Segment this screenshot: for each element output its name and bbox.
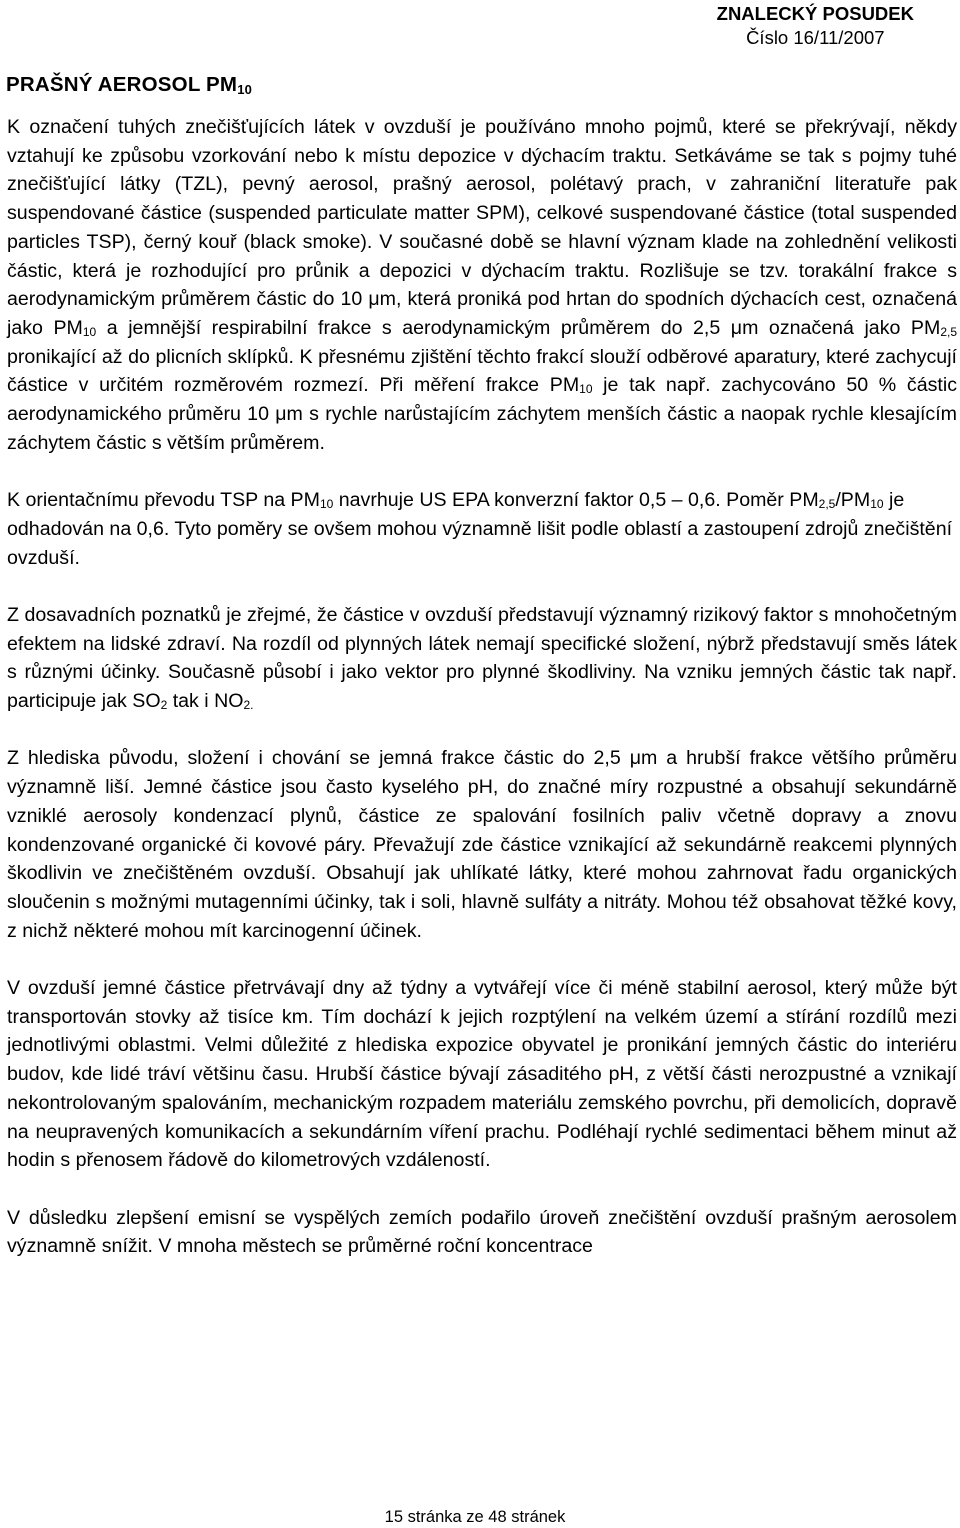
paragraph-subscript: 2. — [243, 698, 254, 713]
paragraph-subscript: 10 — [82, 324, 97, 339]
paragraph-subscript: 10 — [579, 382, 593, 397]
paragraph-text: Z hlediska původu, složení i chování se jemná frakce částic do 2,5 μm a hrubší frakce většího průměru významně liší. Jemné částice jsou často kyselého pH, do značné míry rozpustné a obsahují sekundárně vzniklé aerosoly kondenzací plynů, částice ze spalování fosilních paliv včetně dopravy a znovu kondenzované organické či kovové páry. Převažují zde částice vznikající až sekundárně reakcemi plynných škodlivin ve znečištěném ovzduší. Obsahují jak uhlíkaté látky, které mohou zahrnovat řadu organických sloučenin s možnými mutagenními účinky, tak i soli, hlavně sulfáty a nitráty. Mohou též obsahovat těžké kovy, z nichž některé mohou mít karcinogenní účinek. — [7, 747, 957, 942]
paragraph-text: tak i NO — [167, 690, 244, 713]
paragraph-text: je tak např. zachycováno 50 % částic aerodynamického průměru 10 μm s rychle narůstajícím záchytem menších částic a naopak rychle klesajícím záchytem částic s větším průměrem. — [7, 374, 957, 454]
paragraph-text: navrhuje US EPA konverzní faktor 0,5 – 0,6. Poměr PM — [333, 489, 819, 512]
document-number: Číslo 16/11/2007 — [746, 27, 885, 48]
section-heading-text: PRAŠNÝ AEROSOL PM — [6, 73, 238, 96]
paragraph-subscript: 10 — [319, 497, 334, 512]
document-title: ZNALECKÝ POSUDEK — [716, 3, 914, 24]
paragraph — [7, 601, 957, 716]
paragraph — [7, 486, 957, 572]
paragraph-text: pronikající až do plicních sklípků. K přesnému zjištění těchto frakcí slouží odběrové aparatury, které zachycují částice v určitém rozměrovém rozmezí. Při měření frakce PM — [7, 345, 957, 397]
document-header — [717, 2, 914, 50]
paragraph-text: V důsledku zlepšení emisní se vyspělých zemích podařilo úroveň znečištění ovzduší prašným aerosolem významně snížit. V mnoha městech se průměrné roční koncentrace — [7, 1206, 957, 1258]
paragraph — [7, 974, 957, 1175]
paragraph — [7, 1204, 957, 1261]
paragraph-text: a jemnější respirabilní frakce s aerodynamickým průměrem do 2,5 μm označená jako PM — [96, 316, 941, 339]
section-heading — [6, 71, 252, 104]
paragraph-subscript: 10 — [870, 497, 884, 512]
paragraph-text: Z dosavadních poznatků je zřejmé, že částice v ovzduší představují významný rizikový faktor s mnohočetným efektem na lidské zdraví. Na rozdíl od plynných látek nemají specifické složení, nýbrž představují směs látek s různými účinky. Současně působí i jako vektor pro plynné škodliviny. Na vzniku jemných částic tak např. participuje jak SO — [7, 603, 957, 713]
paragraph-text: V ovzduší jemné částice přetrvávají dny až týdny a vytvářejí více či méně stabilní aerosol, který může být transportován stovky až tisíce km. Tím dochází k jejich rozptýlení na velkém území a stírání rozdílů mezi jednotlivými oblastmi. Velmi důležité z hlediska expozice obyvatel je pronikání jemných částic do interiéru budov, kde lidé tráví většinu času. Hrubší částice bývají zásaditého pH, z větší části nerozpustné a vznikají nekontrolovaným spalováním, mechanickým rozpadem materiálu zemského povrchu, při demolicích, dopravě na neupravených komunikacích a sekundárním víření prachu. Podléhají rychlé sedimentaci během minut až hodin s přenosem řádově do kilometrových vzdáleností. — [7, 977, 957, 1172]
paragraph — [7, 744, 957, 945]
paragraph-text: K označení tuhých znečišťujících látek v ovzduší je používáno mnoho pojmů, které se překrývají, někdy vztahují ke způsobu vzorkování nebo k místu depozice v dýchacím traktu. Setkáváme se tak s pojmy tuhé znečišťující látky (TZL), pevný aerosol, prašný aerosol, polétavý prach, v zahraniční literatuře pak suspendované částice (suspended particulate matter SPM), celkové suspendované částice (total suspended particles TSP), černý kouř (black smoke). V současné době se hlavní význam klade na zohlednění velikosti částic, která je rozhodující pro průnik a depozici v dýchacím traktu. Rozlišuje se tzv. torakální frakce s aerodynamickým průměrem částic do 10 μm, která proniká pod hrtan do spodních dýchacích cest, označená jako PM — [7, 116, 957, 339]
section-heading-subscript: 10 — [237, 82, 253, 97]
paragraph — [7, 113, 957, 457]
paragraph-subscript: 2,5 — [818, 497, 836, 512]
paragraph-text: je odhadován na 0,6. Tyto poměry se ovšem mohou významně lišit podle oblastí a zastoupení zdrojů znečištění ovzduší. — [7, 489, 953, 569]
body-text — [7, 113, 957, 1290]
paragraph-subscript: 2 — [160, 698, 168, 713]
paragraph-subscript: 2,5 — [940, 324, 957, 339]
paragraph-text: /PM — [835, 489, 871, 512]
paragraph-text: K orientačnímu převodu TSP na PM — [7, 489, 320, 512]
page-footer: 15 stránka ze 48 stránek — [384, 1508, 566, 1526]
